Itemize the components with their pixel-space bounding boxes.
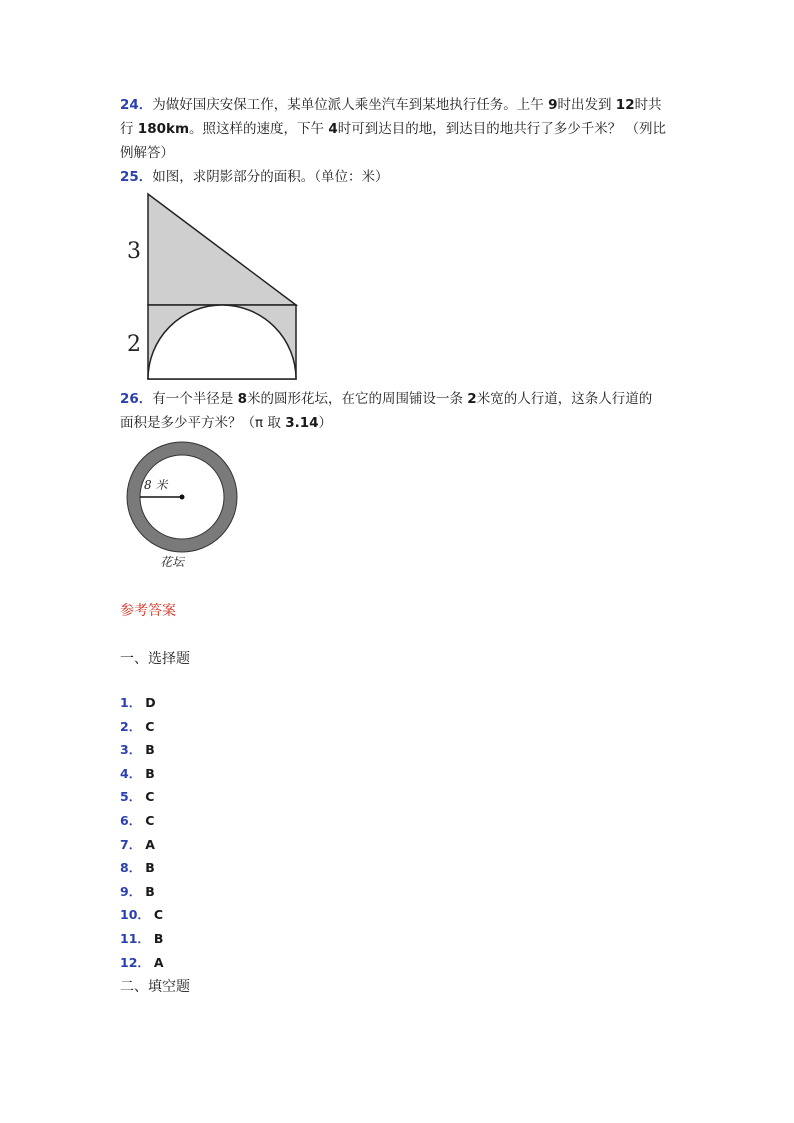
answer-list (120, 691, 164, 974)
question-26 (120, 387, 680, 435)
shaded-triangle (148, 194, 296, 305)
answer-item: 1． D (120, 695, 156, 710)
answers-title: 参考答案 (120, 603, 176, 619)
answer-item: 4． B (120, 765, 155, 781)
answer-item: 12． A (120, 954, 164, 970)
question-number: 25． (120, 169, 153, 185)
shaded-area-figure (120, 188, 310, 384)
label-3: 3 (127, 239, 141, 264)
center-dot (180, 495, 185, 500)
question-text: 如图，求阴影部分的面积。（单位：米） (152, 169, 389, 185)
question-26-line-1: 26．有一个半径是 8米的圆形花坛，在它的周围铺设一条 2米宽的人行道，这条人行道的 (120, 391, 653, 407)
section-heading-choice: 一、选择题 (120, 651, 190, 667)
question-26-line-2: 面积是多少平方米？（π 取 3.14） (120, 415, 333, 431)
question-number: 26． (120, 391, 153, 407)
question-number: 24． (120, 97, 153, 113)
question-24-line-3: 例解答） (120, 145, 174, 161)
question-24 (120, 93, 680, 165)
flower-bed-figure (120, 440, 250, 575)
answer-item: 8． B (120, 860, 155, 876)
answer-item: 6． C (120, 812, 155, 828)
answer-item: 2． C (120, 718, 155, 734)
answer-item: 5． C (120, 789, 155, 805)
answer-item: 10． C (120, 907, 164, 923)
section-heading-fill: 二、填空题 (120, 979, 190, 995)
radius-label: 8 米 (144, 478, 168, 492)
answer-item: 9． B (120, 883, 155, 899)
flower-bed-caption: 花坛 (160, 555, 185, 569)
answer-item: 7． A (120, 836, 155, 852)
question-25 (120, 165, 680, 189)
question-24-line-1: 24．为做好国庆安保工作，某单位派人乘坐汽车到某地执行任务。上午 9时出发到 12时共 (120, 97, 662, 113)
question-24-line-2: 行 180km。照这样的速度，下午 4时可到达目的地，到达目的地共行了多少千米？ （列比 (120, 121, 667, 137)
answer-item: 11． B (120, 930, 164, 946)
label-2: 2 (127, 332, 141, 357)
answer-item: 3． B (120, 742, 155, 758)
